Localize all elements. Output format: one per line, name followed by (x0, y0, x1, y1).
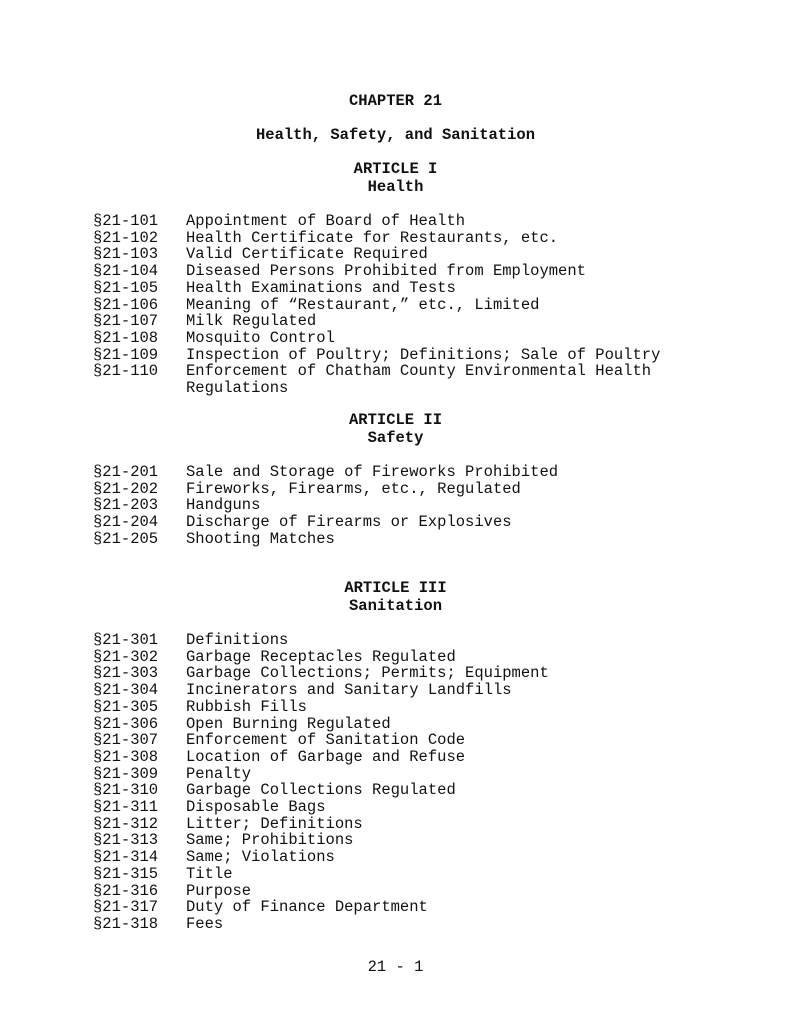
section-entry (93, 230, 773, 247)
section-number: §21-105 (93, 278, 159, 297)
section-title: Rubbish Fills (186, 697, 307, 716)
section-title: Same; Prohibitions (186, 831, 354, 850)
section-number: §21-314 (93, 848, 159, 867)
section-number: §21-102 (93, 228, 159, 247)
section-number: §21-203 (93, 496, 159, 515)
section-number: §21-309 (93, 764, 159, 783)
section-title: Garbage Collections Regulated (186, 781, 456, 800)
section-entry (93, 531, 773, 548)
section-title: Penalty (186, 764, 252, 783)
section-entry (93, 464, 773, 481)
article-2-subheading: Safety (367, 429, 424, 447)
section-title: Disposable Bags (186, 798, 326, 817)
section-entry (93, 832, 773, 849)
section-title: Inspection of Poultry; Definitions; Sale of Poultry (186, 345, 661, 364)
section-number: §21-304 (93, 681, 159, 700)
article-3-section-list (93, 632, 773, 933)
section-number: §21-315 (93, 864, 159, 883)
chapter-title: Health, Safety, and Sanitation (255, 126, 536, 144)
article-2-section-list (93, 464, 773, 548)
section-title: Fireworks, Firearms, etc., Regulated (186, 479, 521, 498)
section-number: §21-310 (93, 781, 159, 800)
section-title: Enforcement of Chatham County Environmental Health (186, 362, 652, 381)
section-title: Same; Violations (186, 848, 335, 867)
section-number: §21-311 (93, 798, 159, 817)
section-number: §21-106 (93, 295, 159, 314)
section-number: §21-317 (93, 898, 159, 917)
section-number: §21-104 (93, 262, 159, 281)
section-entry (93, 514, 773, 531)
section-entry (93, 497, 773, 514)
section-number: §21-107 (93, 312, 159, 331)
section-title: Title (186, 864, 233, 883)
section-title: Definitions (186, 631, 289, 649)
section-title: Health Examinations and Tests (186, 278, 456, 297)
section-number: §21-108 (93, 328, 159, 347)
section-entry (93, 313, 773, 330)
section-entry (93, 866, 773, 883)
section-entry (93, 263, 773, 280)
section-title: Open Burning Regulated (186, 714, 391, 733)
section-entry (93, 649, 773, 666)
section-title: Shooting Matches (186, 529, 335, 548)
section-entry (93, 330, 773, 347)
section-title: Discharge of Firearms or Explosives (186, 513, 512, 532)
section-number: §21-302 (93, 647, 159, 666)
section-title: Handguns (186, 496, 261, 515)
section-entry (93, 899, 773, 916)
article-2-heading: ARTICLE II (348, 411, 442, 429)
section-entry (93, 716, 773, 733)
section-entry (93, 749, 773, 766)
section-number: §21-109 (93, 345, 159, 364)
section-number: §21-318 (93, 914, 159, 933)
section-title: Sale and Storage of Fireworks Prohibited (186, 463, 559, 481)
page-number: 21 - 1 (367, 958, 424, 976)
section-number: §21-103 (93, 245, 159, 264)
section-entry (93, 213, 773, 230)
article-3-heading: ARTICLE III (344, 579, 447, 597)
section-number: §21-205 (93, 529, 159, 548)
section-entry (93, 632, 773, 649)
section-entry (93, 297, 773, 314)
section-number: §21-305 (93, 697, 159, 716)
section-title: Duty of Finance Department (186, 898, 428, 917)
section-entry (93, 732, 773, 749)
section-title: Enforcement of Sanitation Code (186, 731, 466, 750)
article-1-subheading: Health (367, 178, 424, 196)
section-number: §21-308 (93, 747, 159, 766)
section-number: §21-312 (93, 814, 159, 833)
section-title: Garbage Receptacles Regulated (186, 647, 456, 666)
article-3-subheading: Sanitation (348, 597, 442, 615)
section-title: Health Certificate for Restaurants, etc. (186, 228, 559, 247)
section-entry (93, 363, 773, 380)
article-1-section-list (93, 213, 773, 397)
article-1-heading: ARTICLE I (353, 160, 438, 178)
section-title: Milk Regulated (186, 312, 317, 331)
section-number: §21-307 (93, 731, 159, 750)
section-number: §21-306 (93, 714, 159, 733)
section-title: Diseased Persons Prohibited from Employment (186, 262, 586, 281)
section-number: §21-303 (93, 664, 159, 683)
section-title: Litter; Definitions (186, 814, 363, 833)
section-number: §21-301 (93, 631, 159, 649)
section-entry (93, 916, 773, 933)
section-entry (93, 481, 773, 498)
section-number: §21-202 (93, 479, 159, 498)
section-entry (93, 280, 773, 297)
section-entry (93, 347, 773, 364)
section-title: Valid Certificate Required (186, 245, 428, 264)
section-entry (93, 782, 773, 799)
section-number: §21-101 (93, 212, 159, 230)
section-entry (93, 816, 773, 833)
section-title: Purpose (186, 881, 252, 900)
section-title: Appointment of Board of Health (186, 212, 466, 230)
section-number: §21-316 (93, 881, 159, 900)
section-entry (93, 849, 773, 866)
section-entry (93, 246, 773, 263)
section-entry (93, 883, 773, 900)
section-title: Incinerators and Sanitary Landfills (186, 681, 512, 700)
section-number: §21-110 (93, 362, 159, 381)
section-title: Mosquito Control (186, 328, 335, 347)
section-title: Garbage Collections; Permits; Equipment (186, 664, 549, 683)
section-number: §21-201 (93, 463, 159, 481)
section-title: Fees (186, 914, 224, 933)
section-number (93, 380, 186, 397)
section-entry (93, 380, 773, 397)
section-entry (93, 682, 773, 699)
section-entry (93, 799, 773, 816)
section-number: §21-204 (93, 513, 159, 532)
section-entry (93, 665, 773, 682)
section-title: Regulations (186, 379, 289, 398)
section-entry (93, 766, 773, 783)
section-title: Location of Garbage and Refuse (186, 747, 466, 766)
section-entry (93, 699, 773, 716)
section-number: §21-313 (93, 831, 159, 850)
section-title: Meaning of “Restaurant,” etc., Limited (186, 295, 540, 314)
chapter-heading: CHAPTER 21 (348, 92, 442, 110)
